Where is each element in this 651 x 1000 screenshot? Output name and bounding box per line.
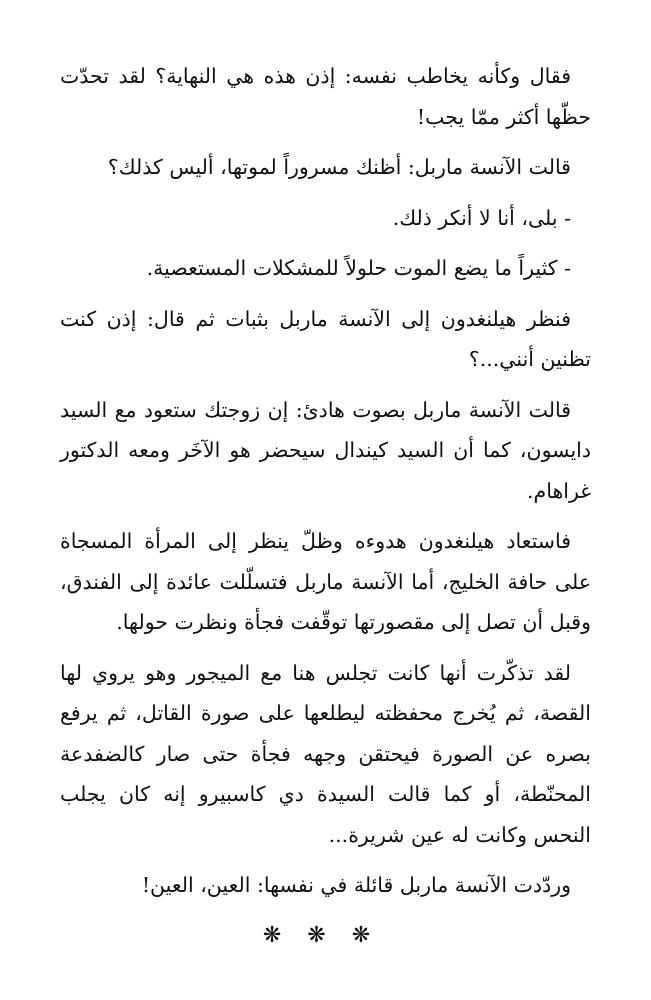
paragraph-1: فقال وكأنه يخاطب نفسه: إذن هذه هي النهاية؟ لقد تحدّت حظّها أكثر ممّا يجب! xyxy=(60,64,591,129)
paragraph-7: وردّدت الآنسة ماربل قائلة في نفسها: العين، العين! xyxy=(141,873,571,897)
book-page xyxy=(60,56,591,956)
paragraph-5: فاستعاد هيلنغدون هدوءه وظلّ ينظر إلى المرأة المسجاة على حافة الخليج، أما الآنسة ماربل فتسلّلت عائدة إلى الفندق، وقبل أن تصل إلى مقصورتها توقّفت فجأة ونظرت حولها. xyxy=(60,529,591,634)
paragraph-4: قالت الآنسة ماربل بصوت هادئ: إن زوجتك ستعود مع السيد دايسون، كما أن السيد كيندال سيحضر هو الآخَر ومعه الدكتور غراهام. xyxy=(60,397,591,503)
dialogue-line-1: - بلى، أنا لا أنكر ذلك. xyxy=(392,205,571,230)
asterism-glyph: ❋ xyxy=(262,922,300,948)
asterism-glyph: ❋ xyxy=(351,922,389,948)
asterism-glyph: ❋ xyxy=(307,922,344,948)
paragraph-3: فنظر هيلنغدون إلى الآنسة ماربل بثبات ثم قال: إذن كنت تظنين أنني...؟ xyxy=(60,306,591,371)
section-separator xyxy=(60,916,591,957)
paragraph-6: لقد تذكّرت أنها كانت تجلس هنا مع الميجور وهو يروي لها القصة، ثم يُخرج محفظته ليطلعها على صورة القاتل، ثم يرفع بصره عن الصورة فيحتقن وجهه فجأة حتى صار كالضفدعة المحنّطة، أو كما قالت السيدة دي كاسبيرو إنه كان يجلب النحس وكانت له عين شريرة... xyxy=(60,660,591,847)
dialogue-line-2: - كثيراً ما يضع الموت حلولاً للمشكلات المستعصية. xyxy=(146,256,571,280)
paragraph-2: قالت الآنسة ماربل: أظنك مسروراً لموتها، أليس كذلك؟ xyxy=(107,155,571,179)
